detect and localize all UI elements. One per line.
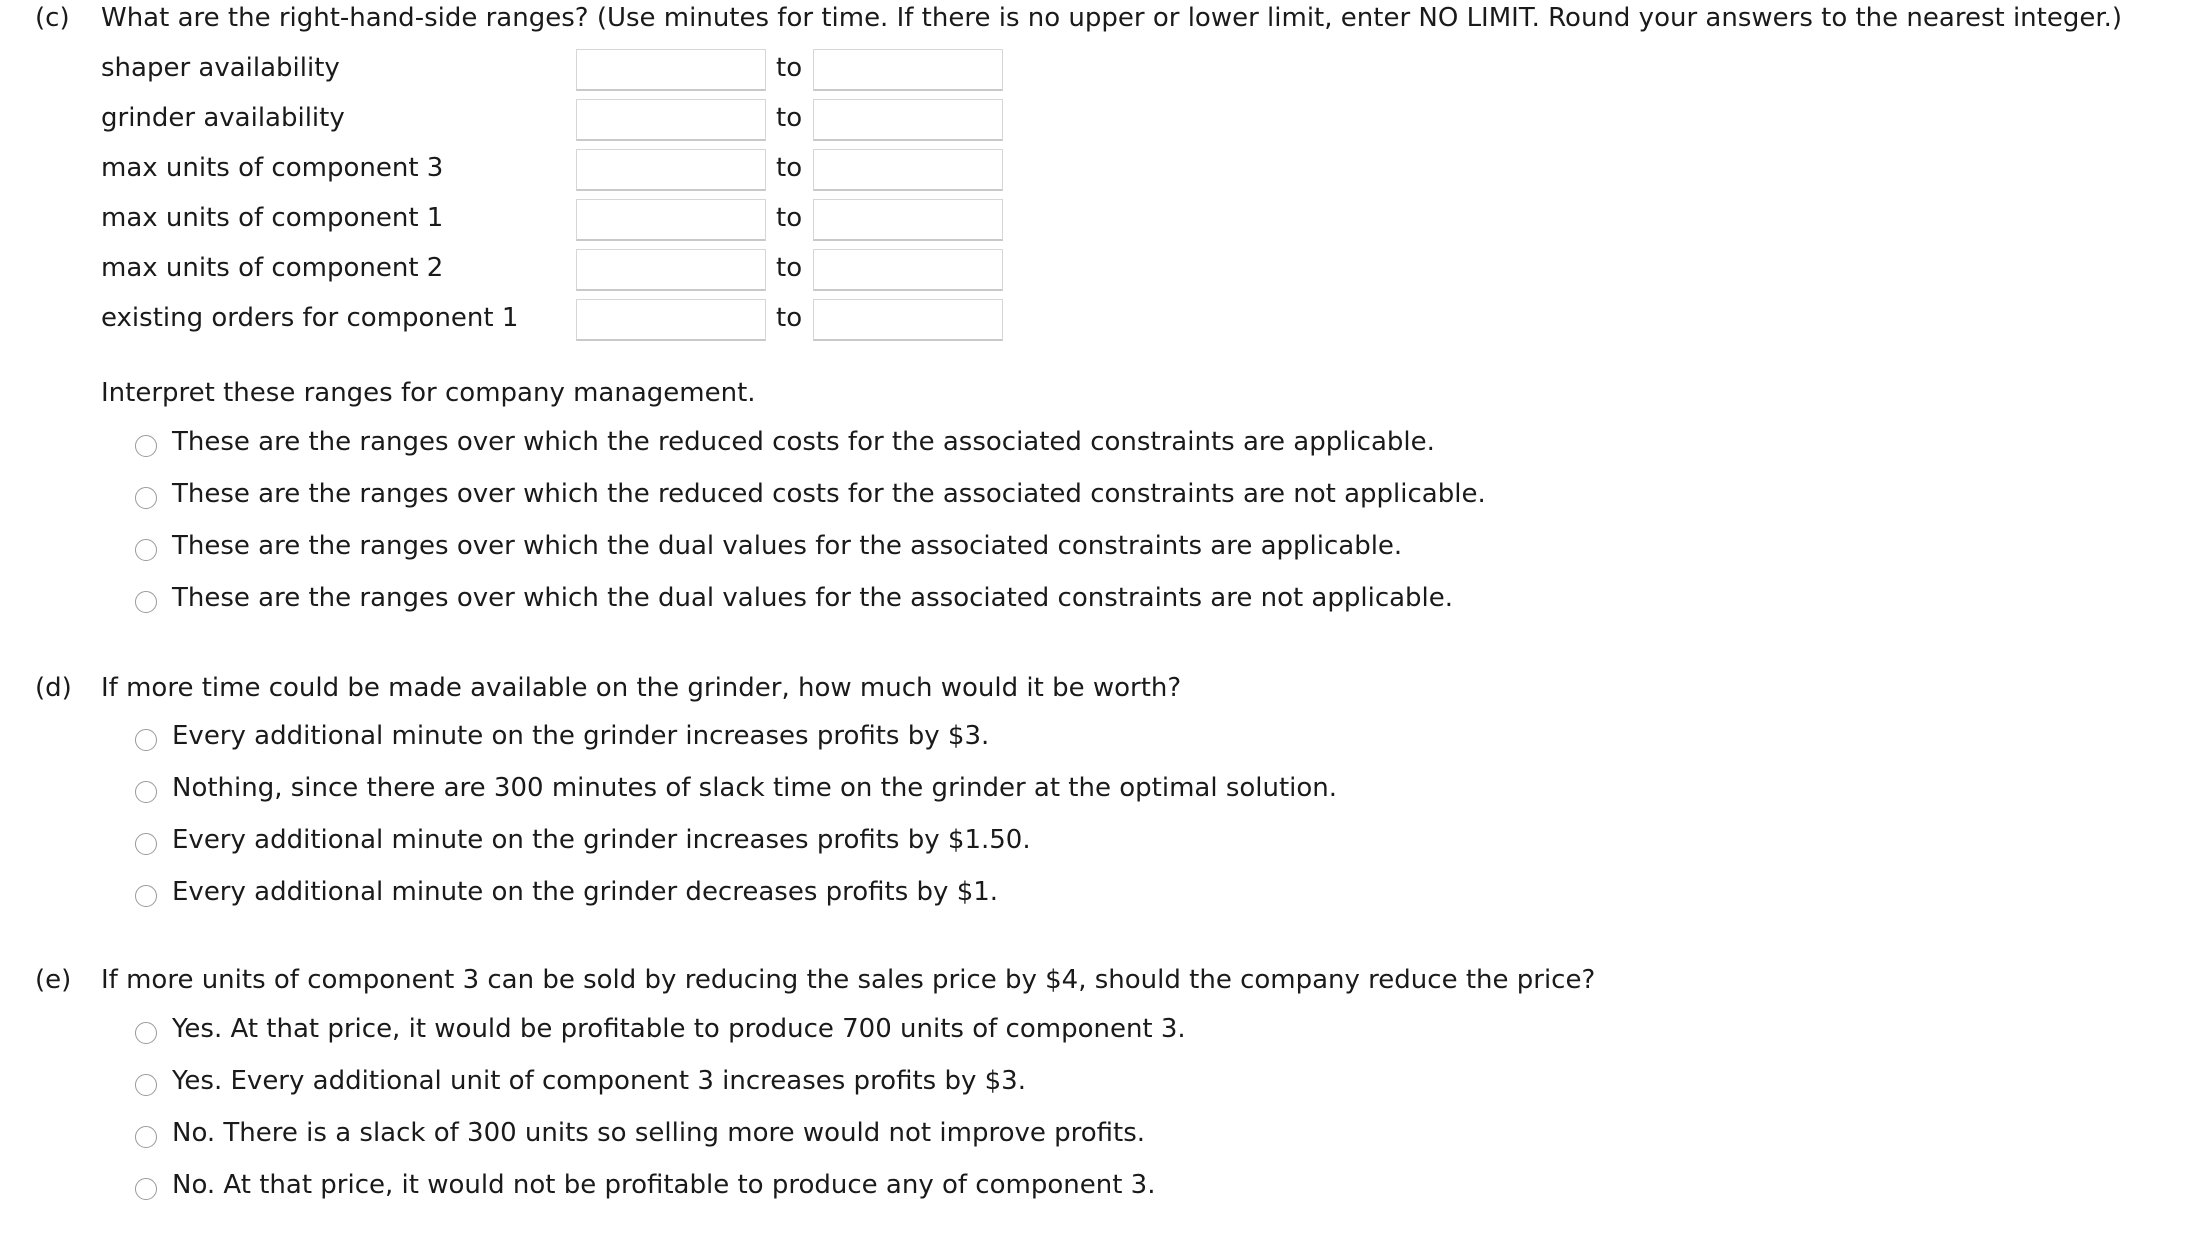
range-row-label: max units of component 1 (101, 203, 444, 233)
part-e-question: If more units of component 3 can be sold by reducing the sales price by $4, should the company reduce the price? (101, 965, 1596, 995)
part-c-option-radio[interactable] (135, 435, 157, 457)
part-e-option-label[interactable]: Yes. Every additional unit of component 3 increases profits by $3. (172, 1066, 1026, 1096)
part-d-option-radio[interactable] (135, 729, 157, 751)
range-row-label: max units of component 3 (101, 153, 444, 183)
to-label: to (776, 153, 803, 183)
part-e-option-radio[interactable] (135, 1074, 157, 1096)
part-c-option-radio[interactable] (135, 487, 157, 509)
part-d-option-radio[interactable] (135, 833, 157, 855)
component3-max-lower-input[interactable] (576, 149, 766, 191)
part-d-letter: (d) (35, 673, 72, 703)
part-c-question: What are the right-hand-side ranges? (Use minutes for time. If there is no upper or lower limit, enter NO LIMIT. Round your answers to the nearest integer.) (101, 3, 2123, 33)
component2-max-upper-input[interactable] (813, 249, 1003, 291)
to-label: to (776, 203, 803, 233)
part-d-option-radio[interactable] (135, 885, 157, 907)
grinder-lower-input[interactable] (576, 99, 766, 141)
to-label: to (776, 53, 803, 83)
shaper-upper-input[interactable] (813, 49, 1003, 91)
part-c-option-label[interactable]: These are the ranges over which the dual values for the associated constraints are not applicable. (172, 583, 1454, 613)
part-d-option-radio[interactable] (135, 781, 157, 803)
part-d-option-label[interactable]: Nothing, since there are 300 minutes of slack time on the grinder at the optimal solution. (172, 773, 1338, 803)
part-d-option-label[interactable]: Every additional minute on the grinder increases profits by $1.50. (172, 825, 1031, 855)
component3-max-upper-input[interactable] (813, 149, 1003, 191)
to-label: to (776, 253, 803, 283)
range-row-label: shaper availability (101, 53, 340, 83)
part-c-option-label[interactable]: These are the ranges over which the reduced costs for the associated constraints are applicable. (172, 427, 1435, 457)
part-d-option-label[interactable]: Every additional minute on the grinder increases profits by $3. (172, 721, 990, 751)
interpret-prompt: Interpret these ranges for company management. (101, 378, 756, 408)
part-e-option-label[interactable]: No. At that price, it would not be profitable to produce any of component 3. (172, 1170, 1156, 1200)
part-c-option-radio[interactable] (135, 591, 157, 613)
existing-orders-lower-input[interactable] (576, 299, 766, 341)
part-e-option-label[interactable]: Yes. At that price, it would be profitable to produce 700 units of component 3. (172, 1014, 1186, 1044)
component2-max-lower-input[interactable] (576, 249, 766, 291)
component1-max-upper-input[interactable] (813, 199, 1003, 241)
part-e-option-radio[interactable] (135, 1178, 157, 1200)
to-label: to (776, 303, 803, 333)
part-d-option-label[interactable]: Every additional minute on the grinder decreases profits by $1. (172, 877, 999, 907)
range-row-label: max units of component 2 (101, 253, 444, 283)
part-e-letter: (e) (35, 965, 72, 995)
shaper-lower-input[interactable] (576, 49, 766, 91)
part-c-option-radio[interactable] (135, 539, 157, 561)
range-row-label: grinder availability (101, 103, 345, 133)
part-c-option-label[interactable]: These are the ranges over which the reduced costs for the associated constraints are not applicable. (172, 479, 1486, 509)
range-row-label: existing orders for component 1 (101, 303, 519, 333)
part-c-letter: (c) (35, 3, 70, 33)
part-c-option-label[interactable]: These are the ranges over which the dual values for the associated constraints are applicable. (172, 531, 1403, 561)
to-label: to (776, 103, 803, 133)
part-e-option-radio[interactable] (135, 1126, 157, 1148)
part-e-option-label[interactable]: No. There is a slack of 300 units so selling more would not improve profits. (172, 1118, 1146, 1148)
part-e-option-radio[interactable] (135, 1022, 157, 1044)
component1-max-lower-input[interactable] (576, 199, 766, 241)
existing-orders-upper-input[interactable] (813, 299, 1003, 341)
part-d-question: If more time could be made available on the grinder, how much would it be worth? (101, 673, 1182, 703)
grinder-upper-input[interactable] (813, 99, 1003, 141)
